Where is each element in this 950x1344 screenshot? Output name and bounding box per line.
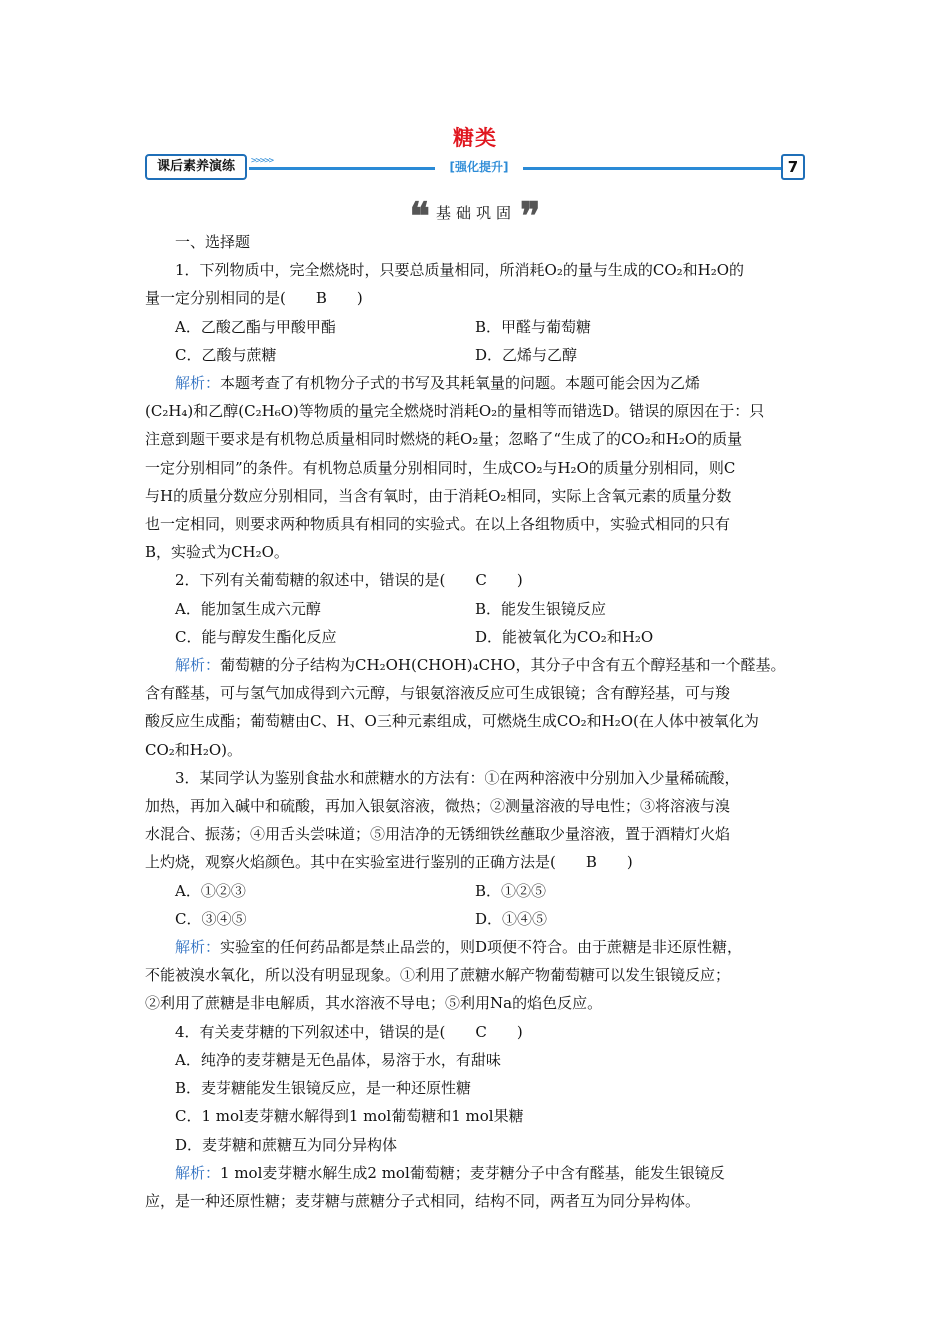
question-stem-line: 3．某同学认为鉴别食盐水和蔗糖水的方法有：①在两种溶液中分别加入少量稀硫酸，: [175, 768, 740, 787]
option: C．乙酸与蔗糖: [175, 345, 277, 364]
option: B．能发生银镜反应: [475, 599, 607, 618]
analysis-line: 应，是一种还原性糖；麦芽糖与蔗糖分子式相同，结构不同，两者互为同分异构体。: [145, 1191, 701, 1210]
question-stem-line: 量一定分别相同的是( B ): [145, 289, 363, 308]
option: D．乙烯与乙醇: [475, 345, 578, 364]
analysis-label: 解析：: [175, 656, 221, 675]
option: C．③④⑤: [175, 909, 247, 928]
analysis-label: 解析：: [175, 938, 221, 957]
analysis-line: [145, 651, 807, 679]
option-row: [145, 877, 807, 905]
analysis-line: [145, 369, 807, 397]
option: A．纯净的麦芽糖是无色晶体，易溶于水，有甜味: [175, 1050, 501, 1069]
option-row: [145, 905, 807, 933]
analysis-text: 1 mol麦芽糖水解生成2 mol葡萄糖；麦芽糖分子中含有醛基，能发生银镜反: [220, 1163, 725, 1182]
option-row: [145, 341, 807, 369]
section-heading: [0, 193, 950, 238]
question-stem-line: 2．下列有关葡萄糖的叙述中，错误的是( C ): [175, 571, 523, 590]
close-quote-icon: ❞: [520, 193, 541, 238]
option: C．能与醇发生酯化反应: [175, 627, 337, 646]
analysis-line: 含有醛基，可与氢气加成得到六元醇，与银氨溶液反应可生成银镜；含有醇羟基，可与羧: [145, 684, 731, 703]
analysis-text: 实验室的任何药品都是禁止品尝的，则D项便不符合。由于蔗糖是非还原性糖，: [220, 938, 743, 957]
banner-left-label: 课后素养演练: [145, 154, 247, 180]
analysis-text: 葡萄糖的分子结构为CH₂OH(CHOH)₄CHO，其分子中含有五个醇羟基和一个醛基。: [220, 656, 786, 675]
analysis-line: ②利用了蔗糖是非电解质，其水溶液不导电；⑤利用Na的焰色反应。: [145, 994, 603, 1013]
analysis-line: B，实验式为CH₂O。: [145, 543, 289, 562]
option-row: [145, 313, 807, 341]
option-row: [145, 623, 807, 651]
option: C．1 mol麦芽糖水解得到1 mol葡萄糖和1 mol果糖: [175, 1107, 524, 1126]
option: D．能被氧化为CO₂和H₂O: [475, 627, 654, 646]
question-stem-line: 水混合、振荡；④用舌头尝味道；⑤用洁净的无锈细铁丝蘸取少量溶液，置于酒精灯火焰: [145, 825, 731, 844]
analysis-line: CO₂和H₂O)。: [145, 740, 243, 759]
question-stem-line: 加热，再加入碱中和硫酸，再加入银氨溶液，微热；②测量溶液的导电性；③将溶液与溴: [145, 797, 731, 816]
question-stem-line: 上灼烧，观察火焰颜色。其中在实验室进行鉴别的正确方法是( B ): [145, 853, 633, 872]
analysis-line: (C₂H₄)和乙醇(C₂H₆O)等物质的量完全燃烧时消耗O₂的量相等而错选D。错误的原因在于：只: [145, 402, 765, 421]
analysis-line: 一定分别相同”的条件。有机物总质量分别相同时，生成CO₂与H₂O的质量分别相同，则C: [145, 458, 736, 477]
option: A．能加氢生成六元醇: [175, 599, 321, 618]
option: B．甲醛与葡萄糖: [475, 317, 592, 336]
question-content: [145, 228, 807, 1215]
section-label: 基础巩固: [435, 203, 516, 222]
banner-middle-label: [强化提升]: [435, 157, 523, 177]
option: B．麦芽糖能发生银镜反应，是一种还原性糖: [175, 1079, 472, 1098]
option-row: [145, 595, 807, 623]
option: B．①②⑤: [475, 881, 547, 900]
analysis-line: [145, 1159, 807, 1187]
option: A．①②③: [175, 881, 246, 900]
question-stem-line: 4．有关麦芽糖的下列叙述中，错误的是( C ): [175, 1022, 523, 1041]
analysis-line: 注意到题干要求是有机物总质量相同时燃烧的耗O₂量；忽略了“生成了的CO₂和H₂O的质量: [145, 430, 743, 449]
page-title: 糖类: [453, 126, 497, 150]
option: A．乙酸乙酯与甲酸甲酯: [175, 317, 336, 336]
analysis-line: [145, 933, 807, 961]
section-banner: [145, 153, 805, 183]
analysis-label: 解析：: [175, 374, 221, 393]
open-quote-icon: ❝: [409, 193, 430, 238]
banner-number: 7: [781, 154, 805, 180]
question-stem-line: 1．下列物质中，完全燃烧时，只要总质量相同，所消耗O₂的量与生成的CO₂和H₂O的: [175, 261, 745, 280]
analysis-line: 酸反应生成酯；葡萄糖由C、H、O三种元素组成，可燃烧生成CO₂和H₂O(在人体中被氧化为: [145, 712, 759, 731]
banner-arrows: >>>>>: [251, 156, 274, 166]
part-heading: 一、选择题: [175, 233, 251, 251]
analysis-label: 解析：: [175, 1163, 221, 1182]
analysis-line: 与H的质量分数应分别相同，当含有氧时，由于消耗O₂相同，实际上含氧元素的质量分数: [145, 486, 732, 505]
analysis-line: 也一定相同，则要求两种物质具有相同的实验式。在以上各组物质中，实验式相同的只有: [145, 515, 731, 534]
option: D．①④⑤: [475, 909, 548, 928]
analysis-line: 不能被溴水氧化，所以没有明显现象。①利用了蔗糖水解产物葡萄糖可以发生银镜反应；: [145, 966, 731, 985]
analysis-text: 本题考查了有机物分子式的书写及其耗氧量的问题。本题可能会因为乙烯: [220, 374, 701, 393]
option: D．麦芽糖和蔗糖互为同分异构体: [175, 1135, 398, 1154]
